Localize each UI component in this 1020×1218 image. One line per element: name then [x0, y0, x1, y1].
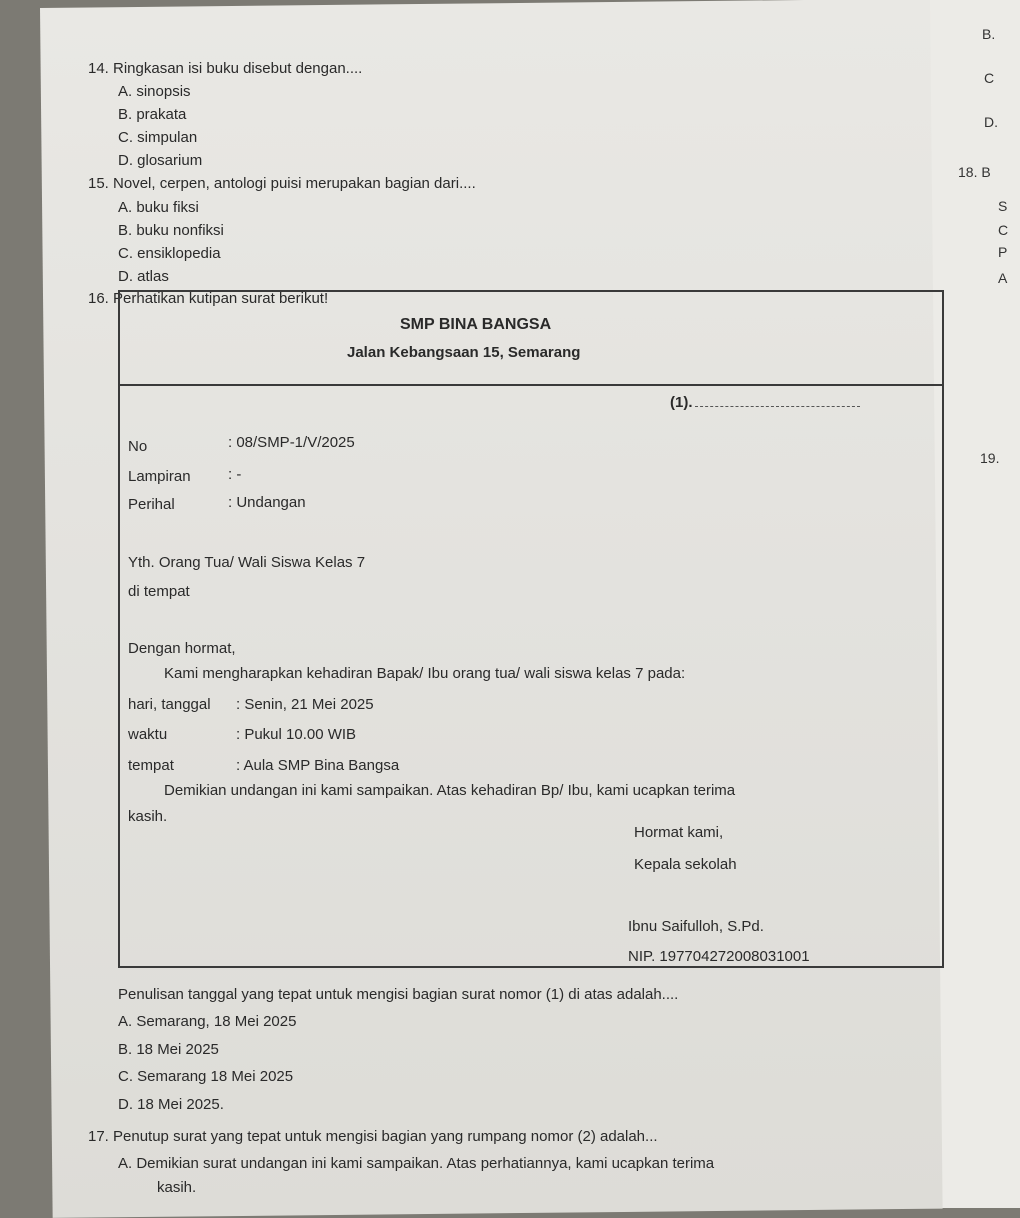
letter-tempat-label: tempat [128, 757, 174, 774]
letterhead-divider [120, 384, 942, 386]
letter-intro: Kami mengharapkan kehadiran Bapak/ Ibu orang tua/ wali siswa kelas 7 pada: [164, 665, 686, 682]
q15-option-c: C. ensiklopedia [118, 245, 221, 262]
question-16-stem: 16. Perhatikan kutipan surat berikut! [88, 290, 329, 307]
right-fragment-18: 18. B [958, 164, 991, 180]
q17-option-a-line1: A. Demikian surat undangan ini kami sampaikan. Atas perhatiannya, kami ucapkan terima [118, 1155, 715, 1172]
letter-no-value: : 08/SMP-1/V/2025 [228, 434, 355, 451]
q16-option-a: A. Semarang, 18 Mei 2025 [118, 1013, 297, 1030]
letter-date-blank: (1). [670, 394, 693, 411]
q14-option-c: C. simpulan [118, 129, 198, 146]
q15-option-d: D. atlas [118, 268, 169, 285]
right-fragment-c2: C [998, 222, 1009, 238]
q14-option-a: A. sinopsis [118, 83, 191, 100]
date-blank-line [695, 406, 860, 407]
letter-greeting: Dengan hormat, [128, 640, 236, 657]
right-fragment-c: C [984, 70, 995, 86]
q15-option-b: B. buku nonfiksi [118, 222, 224, 239]
letter-waktu-label: waktu [128, 726, 168, 743]
q14-option-d: D. glosarium [118, 152, 203, 169]
letter-perihal-value: : Undangan [228, 494, 306, 511]
letter-address: Jalan Kebangsaan 15, Semarang [347, 344, 581, 361]
right-fragment-p: P [998, 244, 1008, 260]
right-fragment-s: S [998, 198, 1008, 214]
right-fragment-d: D. [984, 114, 998, 130]
letter-no-label: No [128, 438, 148, 455]
q17-option-a-line2: kasih. [157, 1179, 197, 1196]
letter-perihal-label: Perihal [128, 496, 175, 513]
question-17-stem: 17. Penutup surat yang tepat untuk mengisi bagian yang rumpang nomor (2) adalah... [88, 1128, 658, 1145]
letter-box [118, 290, 944, 968]
letter-tempat-value: : Aula SMP Bina Bangsa [236, 757, 400, 774]
letter-regards: Hormat kami, [634, 824, 724, 841]
q16-option-c: C. Semarang 18 Mei 2025 [118, 1068, 294, 1085]
letter-lampiran-value: : - [228, 466, 242, 483]
right-fragment-19: 19. [980, 450, 1000, 466]
question-15-stem: 15. Novel, cerpen, antologi puisi merupakan bagian dari.... [88, 175, 476, 192]
letter-signer-position: Kepala sekolah [634, 856, 737, 873]
question-16-question: Penulisan tanggal yang tepat untuk mengisi bagian surat nomor (1) di atas adalah.... [118, 986, 679, 1003]
right-fragment-a: A [998, 270, 1008, 286]
letter-signer-name: Ibnu Saifulloh, S.Pd. [628, 918, 764, 935]
question-14-stem: 14. Ringkasan isi buku disebut dengan.... [88, 60, 363, 77]
letter-waktu-value: : Pukul 10.00 WIB [236, 726, 357, 743]
q16-option-d: D. 18 Mei 2025. [118, 1096, 224, 1113]
letter-school-name: SMP BINA BANGSA [400, 316, 552, 333]
letter-closing-line1: Demikian undangan ini kami sampaikan. Atas kehadiran Bp/ Ibu, kami ucapkan terima [164, 782, 736, 799]
q14-option-b: B. prakata [118, 106, 187, 123]
letter-hari-label: hari, tanggal [128, 696, 211, 713]
right-fragment-b: B. [982, 26, 996, 42]
letter-recipient: Yth. Orang Tua/ Wali Siswa Kelas 7 [128, 554, 366, 571]
letter-lampiran-label: Lampiran [128, 468, 191, 485]
letter-closing-line2: kasih. [128, 808, 168, 825]
q16-option-b: B. 18 Mei 2025 [118, 1041, 219, 1058]
q15-option-a: A. buku fiksi [118, 199, 199, 216]
letter-hari-value: : Senin, 21 Mei 2025 [236, 696, 374, 713]
letter-place: di tempat [128, 583, 190, 600]
letter-signer-nip: NIP. 197704272008031001 [628, 948, 810, 965]
